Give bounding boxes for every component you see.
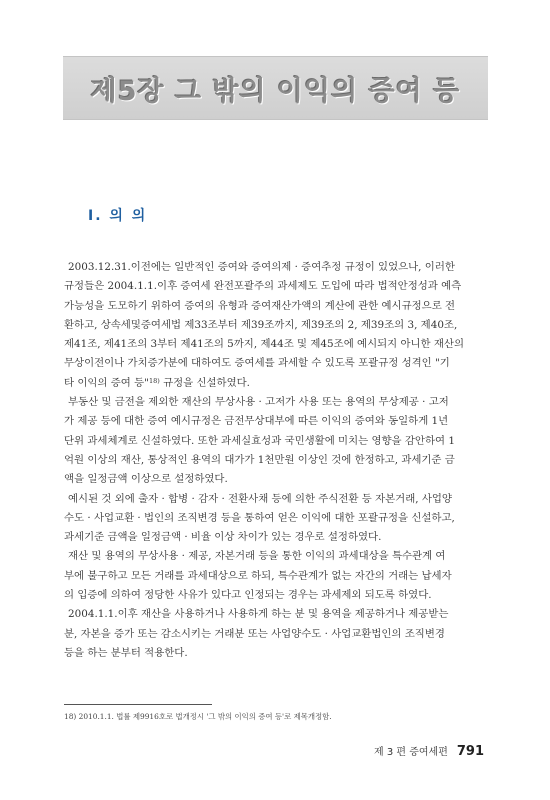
- body-line: 재산 및 용역의 무상사용 · 제공, 자본거래 등을 통한 이익의 과세대상을 특수관계 여: [68, 550, 446, 563]
- footnote-reference[interactable]: 18): [148, 376, 160, 385]
- body-line: 억원 이상의 재산, 통상적인 용역의 대가가 1천만원 이상인 것에 한정하고, 과세기준 금: [64, 453, 455, 466]
- body-line: 제41조, 제41조의 3부터 제41조의 5까지, 제44조 및 제45조에 예시되지 아니한 재산의: [64, 338, 465, 351]
- body-line: 부에 불구하고 모든 거래를 과세대상으로 하되, 특수관계가 없는 자간의 거래는 납세자: [64, 569, 452, 582]
- chapter-title: 제5장 그 밖의 이익의 증여 등: [90, 75, 461, 107]
- body-line: 무상이전이나 가치증가분에 대하여도 증여세를 과세할 수 있도록 포괄규정 성격인 "기: [64, 357, 450, 370]
- body-line: 수도 · 사업교환 · 법인의 조직변경 등을 통하여 얻은 이익에 대한 포괄규정을 신설하고,: [64, 511, 455, 524]
- footnote: 18) 2010.1.1. 법률 제9916호로 법개정시 '그 밖의 이익의 증여 등'로 제목개정함.: [64, 712, 332, 721]
- body-line: 등을 하는 분부터 적용한다.: [64, 646, 188, 659]
- chapter-banner: [63, 56, 488, 120]
- body-line: 과세기준 금액을 일정금액 · 비율 이상 차이가 있는 경우로 설정하였다.: [64, 531, 382, 544]
- body-line-text: 규정을 신설하였다.: [159, 376, 250, 389]
- body-line: 2003.12.31.이전에는 일반적인 증여와 증여의제 · 증여추정 규정이 있었으나, 이러한: [68, 261, 455, 273]
- body-line: 부동산 및 금전을 제외한 재산의 무상사용 · 고저가 사용 또는 용역의 무상제공 · 고저: [68, 396, 449, 409]
- body-line: 분, 자본을 증가 또는 감소시키는 거래분 또는 사업양수도 · 사업교환법인의 조직변경: [64, 627, 445, 640]
- body-line: 규정들은 2004.1.1.이후 증여세 완전포괄주의 과세제도 도입에 따라 법적안정성과 예측: [64, 280, 462, 293]
- body-line: 예시된 것 외에 출자 · 합병 · 감자 · 전환사채 등에 의한 주식전환 등 자본거래, 사업양: [68, 492, 452, 505]
- body-line-text: 타 이익의 증여 등": [64, 376, 149, 389]
- body-line-with-footnote: [64, 374, 486, 393]
- body-line: 2004.1.1.이후 재산을 사용하거나 사용하게 하는 분 및 용역을 제공하거나 제공받는: [68, 608, 449, 621]
- body-line: 가 제공 등에 대한 증여 예시규정은 금전무상대부에 따른 이익의 증여와 동일하게 1년: [64, 415, 449, 428]
- section-heading: Ⅰ. 의 의: [88, 208, 148, 224]
- body-line: 의 입증에 의하여 정당한 사유가 있다고 인정되는 경우는 과세제외 되도록 하였다.: [64, 589, 432, 602]
- body-line: 환하고, 상속세및증여세법 제33조부터 제39조까지, 제39조의 2, 제39조의 3, 제40조,: [64, 318, 458, 331]
- running-title: 제 3 편 증여세편: [374, 747, 448, 758]
- page-footer: [374, 743, 484, 759]
- body-line: 액을 일정금액 이상으로 설정하였다.: [64, 473, 228, 486]
- body-text: [64, 258, 486, 663]
- body-line: 가능성을 도모하기 위하여 증여의 유형과 증여재산가액의 계산에 관한 예시규정으로 전: [64, 299, 456, 312]
- footnote-divider: [64, 704, 212, 705]
- page-number: 791: [456, 744, 484, 759]
- body-line: 단위 과세체계로 신설하였다. 또한 과세실효성과 국민생활에 미치는 영향을 감안하여 1: [64, 434, 455, 447]
